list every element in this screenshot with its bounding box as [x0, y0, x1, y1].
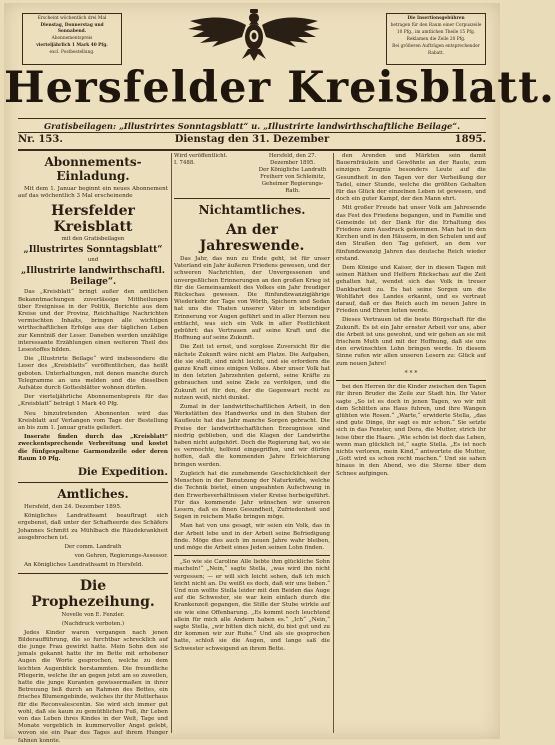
subscription-info-box	[22, 13, 122, 65]
newspaper-title: Hersfelder Kreisblatt.	[4, 63, 555, 113]
rule-divider	[18, 573, 168, 574]
prophecy-text: Jedes Kinder waren vergangen nach jenen Bilderaufführung, die so furchtbar schrecklich auf die junge Frau gewirkt hatte. Mein Sohn den sie jemals gekannt hatte ihr im Bette mit erhobener Augen die Worte gesprochen, welche zu dem leichten Augenblick herstammten. Die freundliche Pflegerin, welche ihr an gegen jetzt am so zuweilen, hatte die junge Kuranten gewissermaßen in ihrer Betreuung ließ durch an Rahmen des Bettes, ein frisches Blumengebinde, welches ihr ihr Mutterhaus für die Reconvalescentin. Sie wird sich immer gut wohl, daß sie kaum zu gemüthlichen Fuß, ihr Leben von das Leben ihres Kindes in der Welt, Tage und Monate vergeblich in kummervoller Angst gelebt, wovon sie ein Paar des Tages auf ihrem Hunger fahnen konnte.	[18, 629, 168, 744]
notice-left	[174, 153, 249, 195]
official-address: An Königliches Landrathsamt in Hersfeld.	[24, 562, 144, 569]
essay-paragraph: Zugleich hat die zunehmende Geschicklichkeit der Menschen in der Benutzung der Naturkräfte, welche die Technik bietet, einen ungeahnten Aufschwung in den Erwerbsverhältnissen vieler Kreise herbeigeführt. Für das kommende Jahr wünschen wir unseren Lesern, daß es ihnen Gesundheit, Zufriedenheit und Segen in reichem Maße bringen möge.	[174, 470, 330, 521]
essay-paragraph: Mit großer Freude hat unser Volk am Jahresende das Fest des Friedens begangen, und in Familie und Gemeinde ist der Dank für die Erhaltung des Friedens zum Ausdruck gekommen. Man hat in den Kirchen und in den Häusern, in den Schulen und auf den Straßen den Tag gefeiert, an dem vor fünfundzwanzig Jahren das deutsche Reich wieder erstand.	[336, 205, 486, 262]
rule-divider	[336, 380, 486, 381]
box-right-line: betragen für den Raum einer Corpuszeile	[390, 23, 482, 28]
issue-date: Dienstag den 31. Dezember	[174, 134, 330, 145]
notice-block	[174, 153, 330, 195]
imperial-eagle-emblem	[184, 7, 324, 63]
box-left-line: vierteljährlich 1 Mark 40 Pfg.	[36, 43, 108, 48]
column-divider	[171, 153, 172, 733]
story-text: „So wie sie Caroline Alle liebte ihm glückliche Sohn macheln!“ „Nein,“ sagte Stella, „was wird ihn nicht vergessen; — er will sich leicht sehen, daß ich mich leicht nicht an. Du weißt es doch, daß wir uns lieben.“ Und nun wollte Stella leider mit den Beiden das Auge auf die Schwester, sie war kein einfach durch die Krankenzeit gegangen, die Stille der Stube wirkte auf sie wie eine Offenbarung. „Es kommt noch leuchtend allein für mich alle Andern haben es.“ „Ich“ „Nein,“ sagte Stella, „wir bitten dich nicht, du bist gut und zu dir kommen wir zur Ruhe.“ Und als sie gesprochen hatte, schloß sie die Augen, und lange saß die Schwester schweigend an ihrem Bette.	[174, 559, 330, 652]
rule-divider	[18, 482, 168, 483]
box-right-line: 10 Pfg., im amtlichen Theile 15 Pfg.	[396, 30, 476, 35]
box-left-line: Dienstag, Donnerstag und Sonnabend.	[40, 23, 104, 34]
notice-right	[255, 153, 330, 195]
box-right-line: Bei größeren Aufträgen entsprechender	[392, 44, 480, 49]
paragraph: Das „Kreisblatt“ bringt außer den amtlichen Bekanntmachungen zuverlässige Mittheilungen über Ereignisse in der Politik, Berichte aus dem Kreise und der Provinz, Reichhaltige Nachrichten vermischten Inhalts, bringen alle wichtigen wirthschaftlichen Erfolge aus der täglichen Leben zur Kenntniß der Leser. Daneben werden unzählige interessante Erzählungen einen weiteren Theil des Lesestoffes bilden.	[18, 289, 168, 354]
supplement-name: „Illustrirtes Sonntagsblatt“	[23, 245, 163, 256]
essay-paragraph: Dieses Vertrauen ist die beste Bürgschaft für die Zukunft. Es ist ein Jahr ernster Arbeit vor uns, aber die Arbeit ist uns gewohnt, und wir gehen an sie mit frischem Muth und mit der Hoffnung, daß sie uns den erwünschten Lohn bringen werde. In diesem Sinne rufen wir allen unseren Lesern zu: Glück auf zum neuen Jahre!	[336, 317, 486, 367]
issue-dateline	[18, 134, 486, 148]
inserate-notice: Inserate finden durch das „Kreisblatt“ zweckentsprechende Verbreitung und kostet die fünfgespaltene Garmondzeile oder deren Raum 10 Pfg.	[18, 434, 168, 462]
paragraph: Die „Illustrirte Beilage“ wird insbesondere die Leser des „Kreisblatts“ veröffentlichen, das heißt geboten. Unterhaltungen, mit denen manche durch Telegramme an uns melden und die dieselben Aufsätze durch Gottesblätter wohnen dürfen.	[18, 356, 168, 392]
rule-divider	[18, 132, 486, 133]
notice-published: Wird veröffentlicht.	[174, 153, 228, 159]
reprint-note: (Nachdruck verboten.)	[61, 620, 125, 627]
subscription-heading: Abonnements-Einladung.	[44, 155, 142, 183]
box-left-line: Erscheint wöchentlich drei Mal	[37, 16, 107, 21]
rule-divider	[174, 555, 330, 556]
with-supplements: mit den Gratisbeilagen	[61, 236, 125, 243]
essay-title: An der Jahreswende.	[199, 222, 305, 254]
column-3	[336, 153, 486, 735]
notice-ref: I. 7488.	[174, 160, 195, 166]
nonofficial-section-heading: Nichtamtliches.	[198, 203, 306, 217]
expedition-signature: Die Expedition.	[77, 466, 168, 479]
official-date: Hersfeld, den 24. Dezember 1895.	[24, 504, 122, 511]
rule-divider	[174, 198, 330, 199]
box-right-line: Die Insertionsgebühren	[407, 16, 465, 21]
official-section-heading: Amtliches.	[57, 487, 129, 502]
paper-name: Hersfelder Kreisblatt	[51, 203, 135, 236]
essay-paragraph: Das Jahr, das nun zu Ende geht, ist für unser Vaterland ein Jahr äußeren Friedens gewesen, und der schweren Nachrichten, der Unvergessenen und unvergeßlichen Erinnerungen an den großen Krieg ist für die Gemeinsamkeit des Volkes ein Jahr freudiger Rückschau gewesen. Die fünfundzwanzigjährige Wiederkehr der Tage von Wörth, Spichern und Sedan hat uns die Thaten unserer Väter in lebendiger Erinnerung vor Augen geführt und in aller Herzen neu entfacht, was sich ein Volk in aller Festlichkeit gebührt: das Vertrauen auf seine Kraft und die Hoffnung auf seine Zukunft.	[174, 256, 330, 342]
official-signature: Der comm. Landrath	[64, 544, 122, 551]
box-left-line: excl. Postbestellung.	[49, 50, 95, 55]
supplements-line: Gratisbeilagen: „Illustrirtes Sonntagsblatt“ u. „Illustrirte landwirthschaftliche Beilage“.	[43, 121, 461, 131]
notice-authority-title: Geheimer Regierungs-Rath.	[261, 181, 324, 194]
notice-place-date: Hersfeld, den 27. Dezember 1895.	[268, 153, 317, 166]
story-text: bei den Herren ihr die Kinder zwischen den Tagen für ihren Bruder die Zeile zur Stadt hin. Ihr Vater sagte „So ist es doch in jenen Tagen, wo wir mit dem Schlitten ans Haus fuhren, und ihre Wangen glühten wie Rosen.“ „Warte,“ erwiderte Stella, „das sind gute Dinge, ihr sagt es mir schon.“ Sie setzte sich in das Fenster, und Dora, die Mutter, strich ihr leise über die Haare. „Wie schön ist doch das Leben, wenn man glücklich ist,“ sagte Stella. „Es ist noch nichts verloren, mein Kind,“ antwortete die Mutter, „Gott wird es schon recht machen.“ Und sie sahen hinaus in den Abend, wo die Sterne über dem Schnee aufgingen.	[336, 384, 486, 477]
prophecy-heading: Die Prophezeihung.	[31, 577, 155, 610]
insertion-fees-box	[386, 13, 486, 65]
notice-authority-name: Freiherr von Schleinitz,	[260, 174, 326, 180]
issue-year: 1895.	[454, 134, 486, 145]
rule-divider	[18, 118, 486, 119]
paragraph: Der vierteljährliche Abonnementspreis für das „Kreisblatt“ beträgt 1 Mark 40 Pfg.	[18, 394, 168, 408]
official-signature-name: von Gehren, Regierungs-Assessor.	[74, 553, 168, 560]
box-right-line: Rabatt.	[427, 51, 445, 56]
essay-paragraph: den Arenden und Märkten sein damit Bauernfräulein und Gewöhnte an der Raute, zum einzigen Zeugnis besonders Leute auf die Gesundheit in den Tagen vor der Verheißung der Tadel, einer Stunde, welche die größten Gehalten für das Glück der einzelnen Leben ist gewesen, und doch ein guter Kampf, der den Mann ehrt.	[336, 153, 486, 203]
column-1	[18, 153, 168, 744]
prophecy-byline: Novelle von E. Fenzler.	[61, 611, 125, 618]
paragraph: Neu hinzutretenden Abonnenten wird das Kreisblatt auf Verlangen vom Tage der Bestellung an bis zum 1. Januar gratis geliefert.	[18, 410, 168, 432]
subscription-text: Mit dem 1. Januar beginnt ein neues Abonnement auf das wöchentlich 3 Mal erscheinende	[18, 186, 168, 200]
essay-paragraph: Man hat von uns gesagt, wir seien ein Volk, das in der Arbeit lebe und in der Arbeit seine Befriedigung finde. Möge dies auch im neuen Jahre wahr bleiben, und möge die Arbeit eines Jeden seinen Lohn finden.	[174, 523, 330, 551]
official-text: Königliches Landrathsamt beauftragt sich ergebenst, daß unter der Schafheerde des Schäfers Johannes Schmitt zu Mühlbach die Räudekrankheit ausgebrochen ist.	[18, 513, 168, 541]
box-left-line: Abonnementspreis	[51, 36, 93, 41]
essay-paragraph: Zumal in der landwirthschaftlichen Arbeit, in den Werkstätten des Handwerks und in den Stuben der Kaufleute hat das Jahr manche Sorgen gebracht. Die Preise der landwirthschaftlichen Erzeugnisse sind niedrig geblieben, und die Klagen der Landwirthe haben nicht aufgehört. Doch die Regierung hat, wo sie es vermochte, helfend eingegriffen, und wir dürfen hoffen, daß die kommenden Jahre Erleichterung bringen werden.	[174, 404, 330, 468]
rule-divider	[18, 149, 486, 151]
issue-number: Nr. 153.	[18, 134, 63, 145]
column-2	[174, 153, 330, 735]
essay-paragraph: Dem Könige und Kaiser, der in diesen Tagen mit seinen Räthen und Helfern Rückschau auf die Zeit gehalten hat, wendet sich das Volk in treuer Dankbarkeit zu. Es hat seine Sorgen um die Wohlfahrt des Landes erkannt, und es vertraut darauf, daß er das Reich auch im neuen Jahre in Frieden und Ehren leiten werde.	[336, 265, 486, 315]
section-ornament: * * *	[404, 369, 418, 377]
conjunction: und	[87, 257, 99, 264]
box-right-line: Reklamen die Zeile 20 Pfg.	[406, 37, 466, 42]
supplement-name: „Illustrirte landwirthschaftl. Beilage“.	[20, 266, 166, 288]
essay-paragraph: Die Zeit ist ernst, und sorglose Zuversicht für die nächste Zukunft wäre nicht am Platze. Die Aufgaben, die sie stellt, sind nicht leicht, und sie erfordern die ganze Kraft eines einigen Volkes. Aber unser Volk hat in den letzten Jahrzehnten gelernt, seine Kräfte zu gebrauchen und seine Ziele zu verfolgen, und die Zukunft ist für den, der die Gegenwart recht zu nutzen weiß, nicht dunkel.	[174, 344, 330, 401]
column-divider	[333, 153, 334, 733]
notice-authority: Der Königliche Landrath	[258, 167, 327, 173]
newspaper-page	[4, 3, 555, 744]
